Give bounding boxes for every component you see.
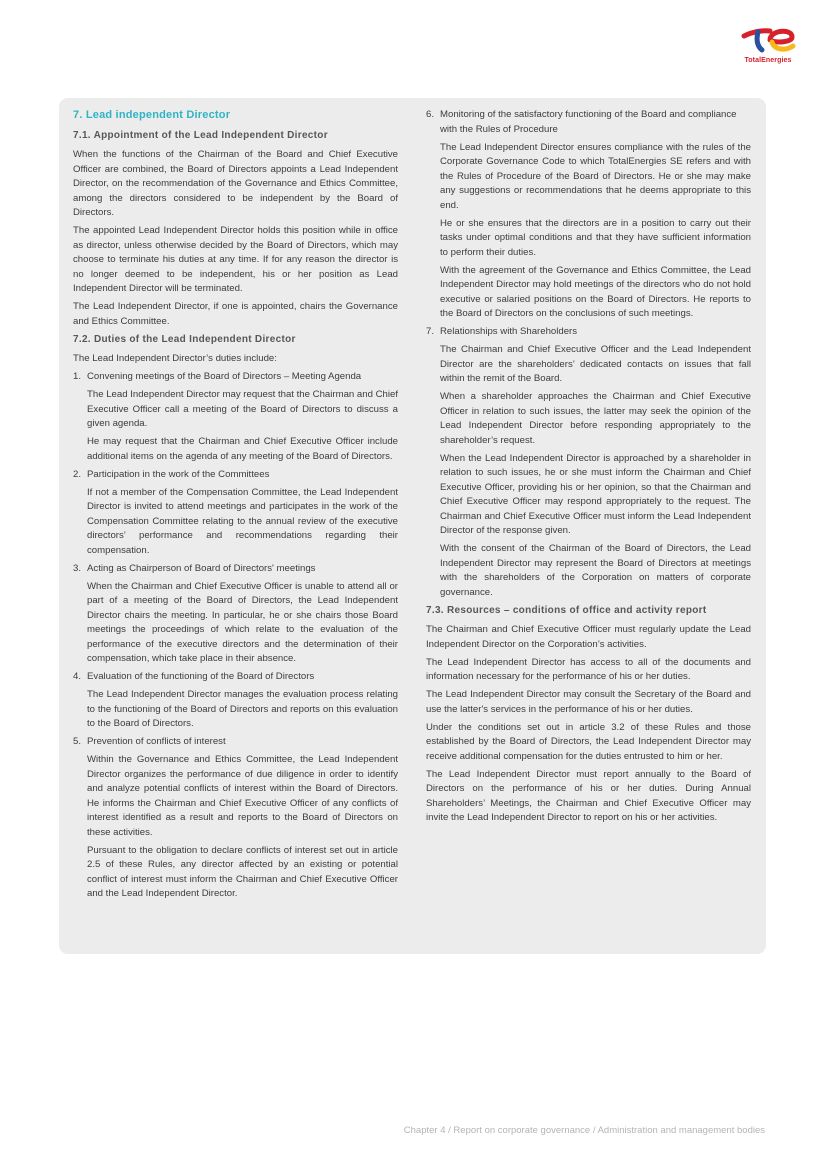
left-column [73, 108, 398, 905]
paragraph: The Lead Independent Director’s duties include: [73, 353, 277, 364]
list-item-paragraph: He may request that the Chairman and Chief Executive Officer include additional items on the agenda of any meeting of the Board of Directors. [87, 436, 398, 462]
list-item-paragraph: Pursuant to the obligation to declare conflicts of interest set out in article 2.5 of these Rules, any director affected by an existing or potential conflict of interest must inform the Chairman and Chief Executive Officer and the Lead Independent Director. [87, 844, 398, 899]
list-item-paragraph: When the Chairman and Chief Executive Officer is unable to attend all or part of a meeting of the Board of Directors, the Lead Independent Director chairs the meeting. In particular, he or she chairs those Board meetings the proceedings of which relate to the evaluation of the performance of the executive directors and the determination of their compensation, which take place in their absence. [87, 580, 398, 664]
list-item-paragraph: The Lead Independent Director manages the evaluation process relating to the functioning of the Board of Directors and reports on this evaluation to the Board of Directors. [87, 689, 398, 729]
list-item-title: 4. Evaluation of the functioning of the Board of Directors [73, 671, 315, 682]
list-item-paragraph: When a shareholder approaches the Chairman and Chief Executive Officer in relation to such issues, the latter may seek the opinion of the Lead Independent Director before responding appropriately to the shareholder’s request. [440, 391, 751, 446]
right-column [426, 108, 751, 829]
paragraph: The Lead Independent Director must report annually to the Board of Directors on the performance of his or her duties. During Annual Shareholders’ Meetings, the Chairman and Chief Executive Officer may invite the Lead Independent Director to report on his or her activities. [426, 768, 751, 823]
paragraph: The Lead Independent Director may consult the Secretary of the Board and use the latter's services in the performance of his or her duties. [426, 689, 751, 715]
subsection-title-7-3: 7.3. Resources – conditions of office and activity report [426, 604, 707, 616]
list-item-paragraph: With the agreement of the Governance and Ethics Committee, the Lead Independent Director may hold meetings of the directors who do not hold executive or salaried positions on the Board of Directors. He reports to the Board of Directors on the conclusions of such meetings. [440, 264, 751, 319]
list-item-paragraph: Within the Governance and Ethics Committee, the Lead Independent Director organizes the performance of due diligence in order to identify and analyze potential conflicts of interest within the Board of Directors. He informs the Chairman and Chief Executive Officer of any conflicts of interest identified as a result and reports to the Board of Directors on these activities. [87, 754, 398, 838]
list-item-title: 1. Convening meetings of the Board of Directors – Meeting Agenda [73, 371, 362, 382]
paragraph: The appointed Lead Independent Director holds this position while in office as director, unless otherwise decided by the Board of Directors, which may choose to terminate his duties at any time. If for any reason the director is no longer deemed to be independent, his or her position as Lead Independent Director will be terminated. [73, 225, 398, 294]
paragraph: When the functions of the Chairman of the Board and Chief Executive Officer are combined, the Board of Directors appoints a Lead Independent Director, on the recommendation of the Governance and Ethics Committee, among the directors considered to be independent by the Board of Directors. [73, 149, 398, 218]
page-footer: Chapter 4 / Report on corporate governance / Administration and management bodies [403, 1125, 765, 1136]
list-item-title: 6. Monitoring of the satisfactory functioning of the Board and compliance with the Rules of Procedure [426, 109, 737, 135]
paragraph: The Chairman and Chief Executive Officer must regularly update the Lead Independent Director on the Corporation’s activities. [426, 624, 751, 650]
list-item-paragraph: He or she ensures that the directors are in a position to carry out their tasks under optimal conditions and that they have sufficient information to perform their duties. [440, 217, 751, 258]
logo-mark-icon [740, 24, 796, 54]
list-item-title: 5. Prevention of conflicts of interest [73, 736, 226, 747]
paragraph: The Lead Independent Director has access to all of the documents and information necessary for the performance of his or her duties. [426, 656, 751, 682]
list-item-paragraph: The Lead Independent Director ensures compliance with the rules of the Corporate Governance Code to which TotalEnergies SE refers and with the Rules of Procedure of the Board of Directors. He or she may make any suggestions or recommendations that he deems appropriate to this end. [440, 141, 751, 211]
list-item-paragraph: If not a member of the Compensation Committee, the Lead Independent Director is invited to attend meetings and participates in the work of the Compensation Committee relating to the annual review of the executive directors’ performance and recommendations regarding their compensation. [87, 486, 398, 556]
list-item-title: 2. Participation in the work of the Committees [73, 468, 270, 480]
list-item-paragraph: The Chairman and Chief Executive Officer and the Lead Independent Director are the shareholders’ dedicated contacts on issues that fall within the remit of the Board. [440, 344, 751, 384]
subsection-title-7-2: 7.2. Duties of the Lead Independent Director [73, 333, 296, 345]
totalenergies-logo [736, 24, 800, 68]
list-item-paragraph: The Lead Independent Director may request that the Chairman and Chief Executive Officer call a meeting of the Board of Directors to discuss a given agenda. [87, 389, 398, 429]
list-item-paragraph: With the consent of the Chairman of the Board of Directors, the Lead Independent Director may represent the Board of Directors at meetings with the shareholders of the Corporation on matters of corporate governance. [440, 543, 751, 598]
brand-name: TotalEnergies [744, 57, 792, 64]
list-item-title: 3. Acting as Chairperson of Board of Directors' meetings [73, 562, 316, 574]
section-title: 7. Lead independent Director [73, 109, 231, 121]
paragraph: The Lead Independent Director, if one is appointed, chairs the Governance and Ethics Committee. [73, 301, 398, 327]
list-item-paragraph: When the Lead Independent Director is approached by a shareholder in relation to such issues, he or she must inform the Chairman and Chief Executive Officer, providing his or her opinion, so that the Chairman and Chief Executive Officer may respond appropriately to the request. The Chairman and Chief Executive Officer must inform the Lead Independent Director of the response given. [440, 452, 751, 536]
list-item-title: 7. Relationships with Shareholders [426, 326, 578, 337]
paragraph: Under the conditions set out in article 3.2 of these Rules and those established by the Board of Directors, the Lead Independent Director may receive additional compensation for the duties entrusted to him or her. [426, 721, 751, 762]
subsection-title-7-1: 7.1. Appointment of the Lead Independent Director [73, 129, 328, 141]
content-panel [59, 98, 766, 954]
